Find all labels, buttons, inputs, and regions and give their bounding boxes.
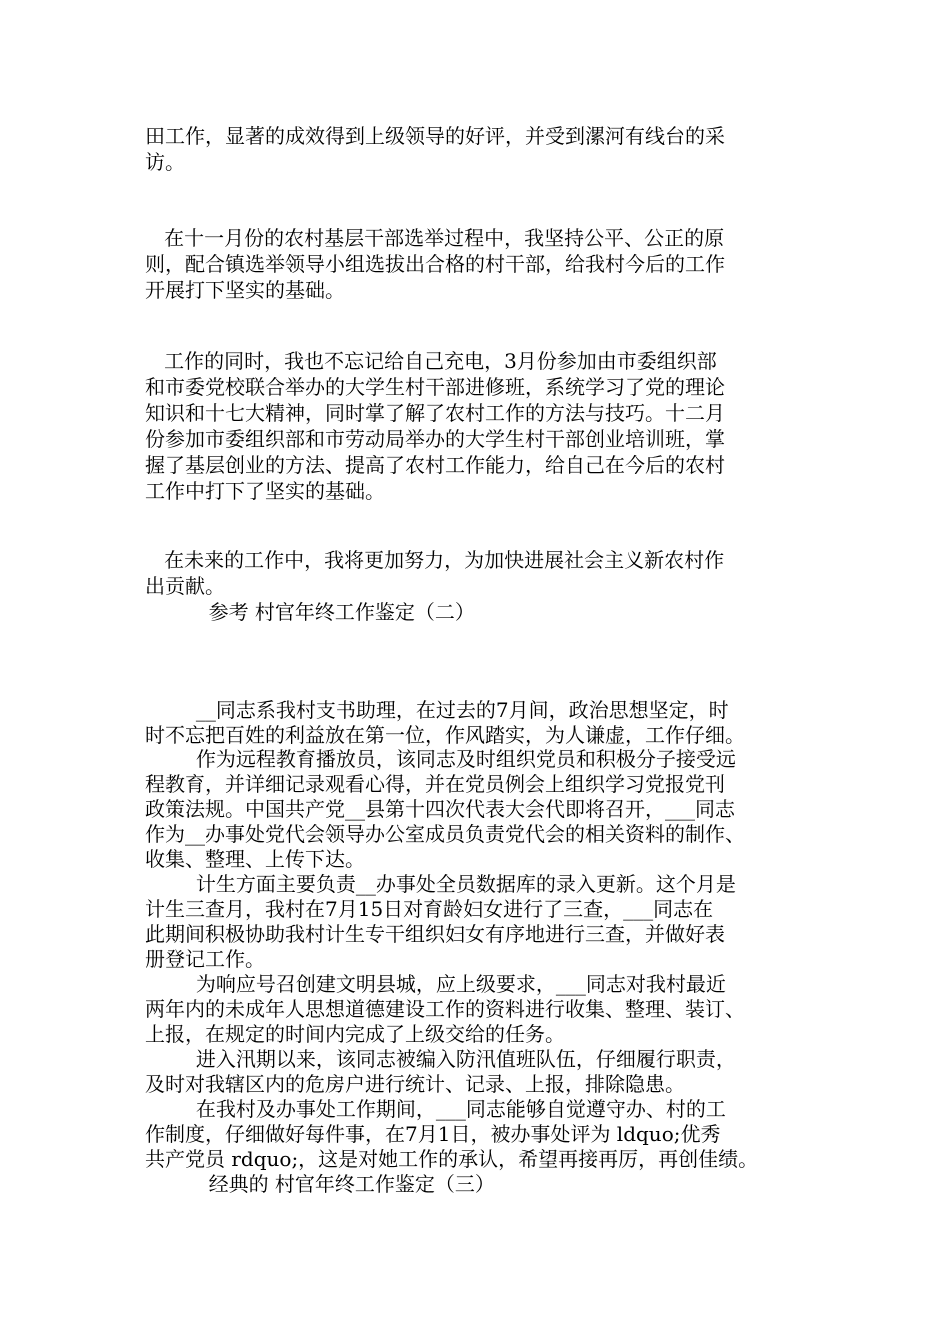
text-line: 及时对我辖区内的危房户进行统计、记录、上报，排除隐患。 <box>145 1072 685 1096</box>
text-line: 开展打下坚实的基础。 <box>145 278 345 302</box>
text-line: 出贡献。 <box>145 574 225 598</box>
text-line: 计生三查月，我村在7月15日对育龄妇女进行了三查，___同志在 <box>145 897 714 921</box>
text-line: 两年内的未成年人思想道德建设工作的资料进行收集、整理、装订、 <box>145 997 745 1021</box>
text-line: 在我村及办事处工作期间，___同志能够自觉遵守办、村的工 <box>145 1097 726 1121</box>
text-line: 此期间积极协助我村计生专干组织妇女有序地进行三查，并做好表 <box>145 922 725 946</box>
text-line: 工作的同时，我也不忘记给自己充电，3月份参加由市委组织部 <box>145 349 717 373</box>
text-line: 上报，在规定的时间内完成了上级交给的任务。 <box>145 1022 565 1046</box>
text-line: 和市委党校联合举办的大学生村干部进修班，系统学习了党的理论 <box>145 375 725 399</box>
text-line: 在十一月份的农村基层干部选举过程中，我坚持公平、公正的原 <box>145 226 725 250</box>
text-line: 共产党员 rdquo;，这是对她工作的承认，希望再接再厉，再创佳绩。 <box>145 1147 759 1171</box>
section-heading: 经典的 村官年终工作鉴定（三） <box>145 1172 495 1196</box>
text-line: 计生方面主要负责__办事处全员数据库的录入更新。这个月是 <box>145 872 736 896</box>
text-line: 作制度，仔细做好每件事，在7月1日，被办事处评为 ldquo;优秀 <box>145 1122 721 1146</box>
text-line: 时不忘把百姓的利益放在第一位，作风踏实，为人谦虚，工作仔细。 <box>145 723 745 747</box>
text-line: 进入汛期以来，该同志被编入防汛值班队伍，仔细履行职责， <box>145 1047 736 1071</box>
section-heading: 参考 村官年终工作鉴定（二） <box>145 600 475 624</box>
text-line: 收集、整理、上传下达。 <box>145 847 365 871</box>
text-line: __同志系我村支书助理，在过去的7月间，政治思想坚定，时 <box>145 698 729 722</box>
text-line: 田工作，显著的成效得到上级领导的好评，并受到漯河有线台的采 <box>145 124 725 148</box>
text-line: 握了基层创业的方法、提高了农村工作能力，给自己在今后的农村 <box>145 453 725 477</box>
text-line: 份参加市委组织部和市劳动局举办的大学生村干部创业培训班，掌 <box>145 427 725 451</box>
text-line: 则，配合镇选举领导小组选拔出合格的村干部，给我村今后的工作 <box>145 252 725 276</box>
text-line: 作为远程教育播放员，该同志及时组织党员和积极分子接受远 <box>145 747 736 771</box>
text-line: 程教育，并详细记录观看心得，并在党员例会上组织学习党报党刊 <box>145 772 725 796</box>
text-line: 作为__办事处党代会领导办公室成员负责党代会的相关资料的制作、 <box>145 822 745 846</box>
text-line: 为响应号召创建文明县城，应上级要求，___同志对我村最近 <box>145 972 726 996</box>
text-line: 在未来的工作中，我将更加努力，为加快进展社会主义新农村作 <box>145 548 725 572</box>
text-line: 访。 <box>145 150 185 174</box>
text-line: 册登记工作。 <box>145 947 265 971</box>
text-line: 知识和十七大精神，同时掌了解了农村工作的方法与技巧。十二月 <box>145 401 725 425</box>
text-line: 工作中打下了坚实的基础。 <box>145 479 385 503</box>
text-line: 政策法规。中国共产党__县第十四次代表大会代即将召开，___同志 <box>145 797 735 821</box>
